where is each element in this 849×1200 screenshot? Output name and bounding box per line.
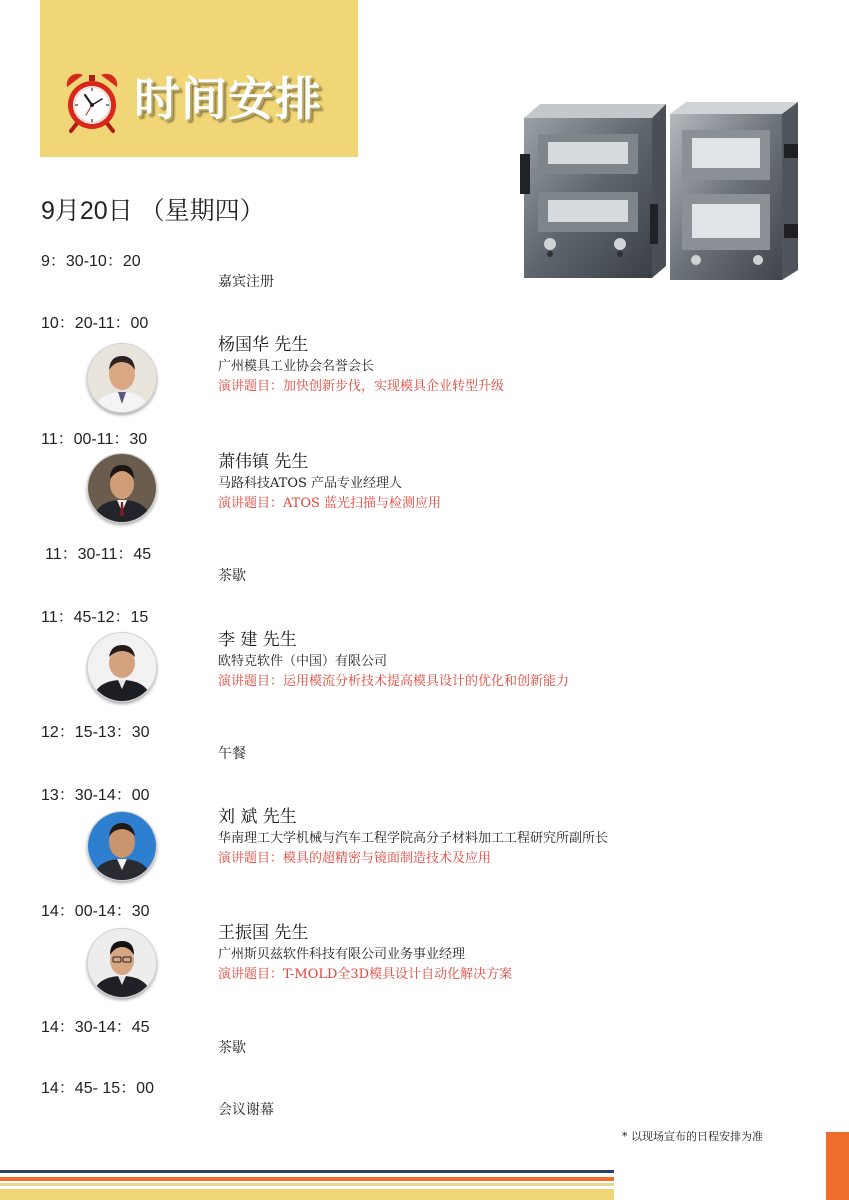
- session-time: 11：45-12：15: [41, 609, 149, 626]
- session-event: 午餐: [218, 746, 246, 762]
- session-event: 茶歇: [218, 568, 246, 584]
- speaker-name: 杨国华 先生: [218, 335, 309, 355]
- speaker-name: 李 建 先生: [218, 630, 297, 650]
- footer-stripe: [0, 1183, 614, 1186]
- session-time: 10：20-11：00: [41, 315, 149, 332]
- session-event: 会议谢幕: [218, 1102, 274, 1118]
- session-time: 9：30-10：20: [41, 253, 141, 270]
- schedule-date: 9月20日 （星期四）: [41, 197, 265, 225]
- speaker-photo: [87, 632, 157, 702]
- session-time: 14：45- 15：00: [41, 1080, 154, 1097]
- page-title: 时间安排: [134, 72, 322, 126]
- speaker-org: 广州模具工业协会名誉会长: [218, 359, 375, 374]
- session-time: 11：00-11：30: [41, 431, 148, 448]
- session-event: 嘉宾注册: [218, 274, 274, 290]
- session-time: 14：30-14：45: [41, 1019, 150, 1036]
- speaker-photo: [87, 928, 157, 998]
- speaker-name: 王振国 先生: [218, 923, 309, 943]
- session-time: 14：00-14：30: [41, 903, 150, 920]
- corner-accent: [826, 1132, 849, 1200]
- speaker-org: 马路科技ATOS 产品专业经理人: [218, 476, 403, 491]
- session-time: 13：30-14：00: [41, 787, 150, 804]
- speaker-topic: 演讲题目：加快创新步伐，实现模具企业转型升级: [218, 379, 505, 394]
- speaker-name: 刘 斌 先生: [218, 807, 297, 827]
- footnote: * 以现场宣布的日程安排为准: [622, 1130, 763, 1143]
- speaker-org: 欧特克软件（中国）有限公司: [218, 654, 388, 669]
- speaker-topic: 演讲题目：T-MOLD全3D模具设计自动化解决方案: [218, 967, 513, 982]
- speaker-photo: [87, 811, 157, 881]
- speaker-photo: [87, 453, 157, 523]
- speaker-org: 广州斯贝兹软件科技有限公司业务事业经理: [218, 947, 466, 962]
- speaker-topic: 演讲题目：ATOS 蓝光扫描与检测应用: [218, 496, 442, 511]
- session-event: 茶歇: [218, 1040, 246, 1056]
- speaker-photo: [87, 343, 157, 413]
- mold-product-image: [520, 94, 798, 284]
- speaker-name: 萧伟镇 先生: [218, 452, 309, 472]
- speaker-org: 华南理工大学机械与汽车工程学院高分子材料加工工程研究所副所长: [218, 831, 609, 846]
- alarm-clock-icon: [64, 70, 120, 134]
- footer-stripe: [0, 1170, 614, 1173]
- session-time: 11：30-11：45: [45, 546, 152, 563]
- footer-stripe: [0, 1177, 614, 1181]
- session-time: 12：15-13：30: [41, 724, 150, 741]
- speaker-topic: 演讲题目：运用模流分析技术提高模具设计的优化和创新能力: [218, 674, 570, 689]
- footer-stripe: [0, 1189, 614, 1200]
- speaker-topic: 演讲题目：模具的超精密与镜面制造技术及应用: [218, 851, 492, 866]
